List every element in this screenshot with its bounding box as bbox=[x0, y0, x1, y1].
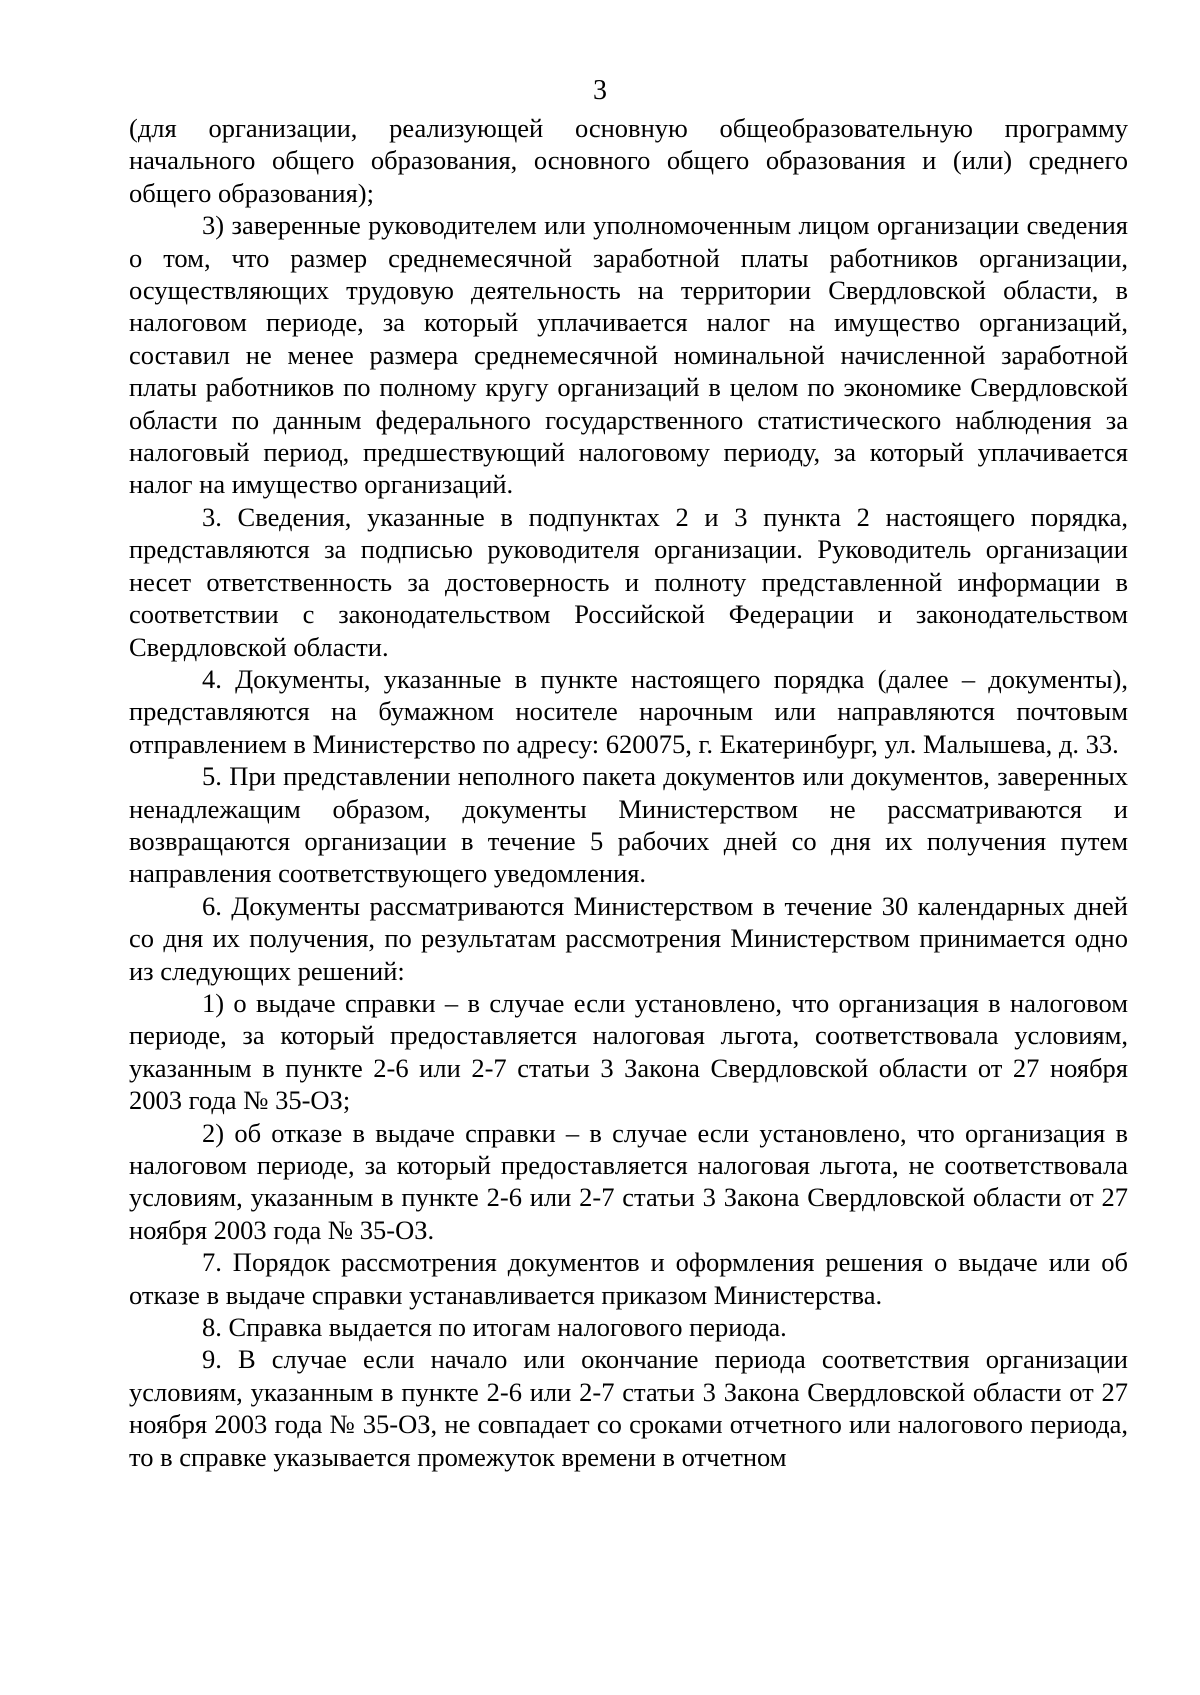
paragraph-section-3: 3. Сведения, указанные в подпунктах 2 и 3 пункта 2 настоящего порядка, представляются за подписью руководителя организации. Руководитель организации несет ответственность за достоверность и полноту представленной информации в соответствии с законодательством Российской Федерации и законодательством Свердловской области. bbox=[129, 501, 1128, 662]
paragraph-decision-refuse: 2) об отказе в выдаче справки – в случае если установлено, что организация в налоговом периоде, за который предоставляется налоговая льгота, не соответствовала условиям, указанным в пункте 2-6 или 2-7 статьи 3 Закона Свердловской области от 27 ноября 2003 года № 35-ОЗ. bbox=[129, 1117, 1128, 1245]
paragraph-section-7: 7. Порядок рассмотрения документов и оформления решения о выдаче или об отказе в выдаче справки устанавливается приказом Министерства. bbox=[129, 1247, 1128, 1310]
paragraph-section-8: 8. Справка выдается по итогам налогового периода. bbox=[202, 1312, 787, 1343]
paragraph-section-5: 5. При представлении неполного пакета документов или документов, заверенных ненадлежащим образом, документы Министерством не рассматриваются и возвращаются организации в течение 5 рабочих дней со дня их получения путем направления соответствующего уведомления. bbox=[129, 761, 1128, 889]
paragraph-education-program: (для организации, реализующей основную общеобразовательную программу начального общего образования, основного общего образования и (или) среднего общего образования); bbox=[129, 113, 1128, 208]
paragraph-decision-issue: 1) о выдаче справки – в случае если установлено, что организация в налоговом периоде, за который предоставляется налоговая льгота, соответствовала условиям, указанным в пункте 2-6 или 2-7 статьи 3 Закона Свердловской области от 27 ноября 2003 года № 35-ОЗ; bbox=[129, 987, 1128, 1116]
paragraph-section-4: 4. Документы, указанные в пункте настоящего порядка (далее – документы), представляются на бумажном носителе нарочным или направляются почтовым отправлением в Министерство по адресу: 620075, г. Екатеринбург, ул. Малышева, д. 33. bbox=[129, 663, 1128, 759]
paragraph-salary-info: 3) заверенные руководителем или уполномоченным лицом организации сведения о том, что размер среднемесячной заработной платы работников организации, осуществляющих трудовую деятельность на территории Свердловской области, в налоговом периоде, за который уплачивается налог на имущество организаций, составил не менее размера среднемесячной номинальной начисленной заработной платы работников по полному кругу организаций в целом по экономике Свердловской области по данным федерального государственного статистического наблюдения за налоговый период, предшествующий налоговому периоду, за который уплачивается налог на имущество организаций. bbox=[129, 210, 1128, 500]
document-body bbox=[129, 112, 1128, 1473]
paragraph-section-6: 6. Документы рассматриваются Министерством в течение 30 календарных дней со дня их получения, по результатам рассмотрения Министерством принимается одно из следующих решений: bbox=[129, 890, 1128, 986]
page-number: 3 bbox=[593, 75, 607, 106]
paragraph-section-9: 9. В случае если начало или окончание периода соответствия организации условиям, указанным в пункте 2-6 или 2-7 статьи 3 Закона Свердловской области от 27 ноября 2003 года № 35-ОЗ, не совпадает со сроками отчетного или налогового периода, то в справке указывается промежуток времени в отчетном bbox=[129, 1344, 1128, 1472]
